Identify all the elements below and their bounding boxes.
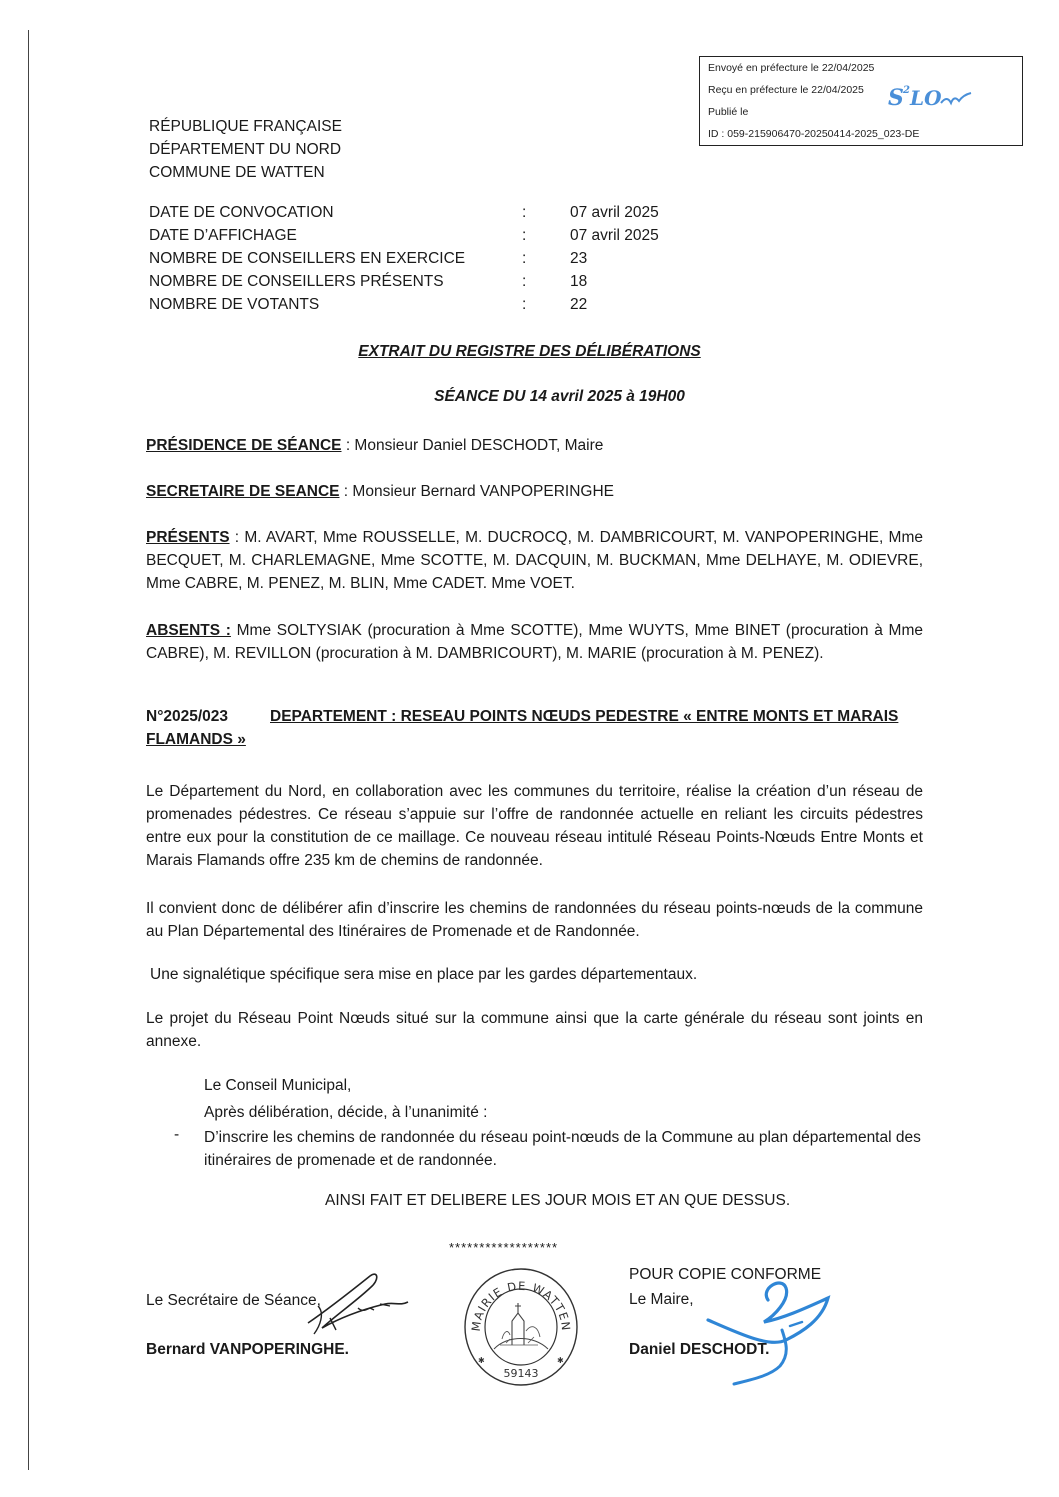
absents-paragraph <box>146 619 923 665</box>
meta-separator: : <box>522 250 527 267</box>
separator-stars: ****************** <box>449 1240 559 1255</box>
header-republic: RÉPUBLIQUE FRANÇAISE <box>149 118 342 135</box>
body-paragraph-2: Il convient donc de délibérer afin d’inscrire les chemins de randonnées du réseau points-nœuds de la commune au Plan Départemental des Itinéraires de Promenade et de Randonnée. <box>146 900 923 940</box>
meta-label: NOMBRE DE CONSEILLERS PRÉSENTS <box>149 273 444 290</box>
presidence-label: PRÉSIDENCE DE SÉANCE <box>146 437 342 454</box>
absents-label: ABSENTS : <box>146 622 231 639</box>
meta-label: NOMBRE DE CONSEILLERS EN EXERCICE <box>149 250 466 267</box>
presidence-line <box>146 434 923 457</box>
meta-value: 22 <box>570 296 588 313</box>
handwritten-slo-mark <box>886 81 976 115</box>
meta-separator: : <box>522 204 527 221</box>
meta-separator: : <box>522 273 527 290</box>
stamp-published: Publié le <box>708 106 749 118</box>
presidence-text: : Monsieur Daniel DESCHODT, Maire <box>341 437 604 454</box>
body-paragraph-3: Une signalétique spécifique sera mise en place par les gardes départementaux. <box>150 966 698 983</box>
meta-value: 07 avril 2025 <box>570 227 659 244</box>
secretary-signature-name: Bernard VANPOPERINGHE. <box>146 1341 349 1358</box>
presents-paragraph <box>146 526 923 595</box>
decision-item: D’inscrire les chemins de randonnée du réseau point-nœuds de la Commune au plan départemental des itinéraires de promenade et de randonnée. <box>204 1129 921 1169</box>
prefecture-stamp <box>699 56 1023 146</box>
closing-formula: AINSI FAIT ET DELIBERE LES JOUR MOIS ET AN QUE DESSUS. <box>325 1192 791 1209</box>
presents-text: : M. AVART, Mme ROUSSELLE, M. DUCROCQ, M. DAMBRICOURT, M. VANPOPERINGHE, Mme BECQUET, M. CHARLEMAGNE, Mme SCOTTE, M. DACQUIN, M. BUCKMAN, Mme DELHAYE, M. ODIEVRE, Mme CABRE, M. PENEZ, M. BLIN, Mme CADET. Mme VOET. <box>146 529 923 592</box>
decision-statement: Après délibération, décide, à l’unanimité : <box>204 1104 488 1121</box>
copy-conform-label: POUR COPIE CONFORME <box>629 1266 822 1283</box>
extract-title <box>0 343 1059 361</box>
meta-value: 18 <box>570 273 588 290</box>
absents-text: Mme SOLTYSIAK (procuration à Mme SCOTTE), Mme WUYTS, Mme BINET (procuration à Mme CABRE), M. REVILLON (procuration à M. DAMBRICOURT), M. MARIE (procuration à M. PENEZ). <box>146 622 923 662</box>
mayor-role: Le Maire, <box>629 1291 694 1308</box>
stamp-received: Reçu en préfecture le 22/04/2025 <box>708 84 864 96</box>
svg-text:LO: LO <box>910 86 942 110</box>
meta-label: NOMBRE DE VOTANTS <box>149 296 320 313</box>
svg-text:✱: ✱ <box>478 1356 485 1365</box>
svg-text:S: S <box>888 85 904 111</box>
decision-bullet: - <box>174 1126 180 1143</box>
seal-postcode: 59143 <box>503 1367 539 1380</box>
binding-line <box>28 30 29 1470</box>
meta-value: 07 avril 2025 <box>570 204 659 221</box>
deliberation-subject: DEPARTEMENT : RESEAU POINTS NŒUDS PEDESTRE « ENTRE MONTS ET MARAIS FLAMANDS » <box>146 708 899 748</box>
secretary-signature-scribble <box>300 1268 415 1343</box>
svg-text:MAIRIE DE WATTEN: MAIRIE DE WATTEN <box>468 1278 574 1333</box>
presents-label: PRÉSENTS <box>146 529 230 546</box>
session-date: SÉANCE DU 14 avril 2025 à 19H00 <box>434 388 685 405</box>
meta-separator: : <box>522 227 527 244</box>
meta-separator: : <box>522 296 527 313</box>
secretary-label: SECRETAIRE DE SEANCE <box>146 483 340 500</box>
svg-text:2: 2 <box>903 85 910 96</box>
deliberation-title <box>146 705 923 751</box>
decision-intro: Le Conseil Municipal, <box>204 1077 352 1094</box>
extract-title-text: EXTRAIT DU REGISTRE DES DÉLIBÉRATIONS <box>358 343 701 360</box>
header-commune: COMMUNE DE WATTEN <box>149 164 325 181</box>
meta-label: DATE DE CONVOCATION <box>149 204 334 221</box>
svg-text:✱: ✱ <box>557 1356 564 1365</box>
stamp-sent: Envoyé en préfecture le 22/04/2025 <box>708 62 875 74</box>
mairie-seal <box>462 1265 580 1390</box>
header-department: DÉPARTEMENT DU NORD <box>149 141 342 158</box>
body-paragraph-1: Le Département du Nord, en collaboration avec les communes du territoire, réalise la création d’un réseau de promenades pédestres. Ce réseau s’appuie sur l’offre de randonnée actuelle en reliant les circuits pédestres entre eux pour la constitution de ce maillage. Ce nouveau réseau intitulé Réseau Points-Nœuds Entre Monts et Marais Flamands offre 235 km de chemins de randonnée. <box>146 783 923 869</box>
meta-label: DATE D’AFFICHAGE <box>149 227 297 244</box>
body-paragraph-4: Le projet du Réseau Point Nœuds situé sur la commune ainsi que la carte générale du réseau sont joints en annexe. <box>146 1010 923 1050</box>
secretary-text: : Monsieur Bernard VANPOPERINGHE <box>339 483 614 500</box>
stamp-id: ID : 059-215906470-20250414-2025_023-DE <box>708 128 920 140</box>
secretary-line <box>146 480 923 503</box>
deliberation-number: N°2025/023 <box>146 708 229 725</box>
secretary-signature-role: Le Secrétaire de Séance, <box>146 1292 321 1309</box>
mayor-name: Daniel DESCHODT. <box>629 1341 770 1358</box>
meta-value: 23 <box>570 250 588 267</box>
letterhead <box>149 115 342 184</box>
mayor-signature-scribble <box>690 1270 840 1390</box>
